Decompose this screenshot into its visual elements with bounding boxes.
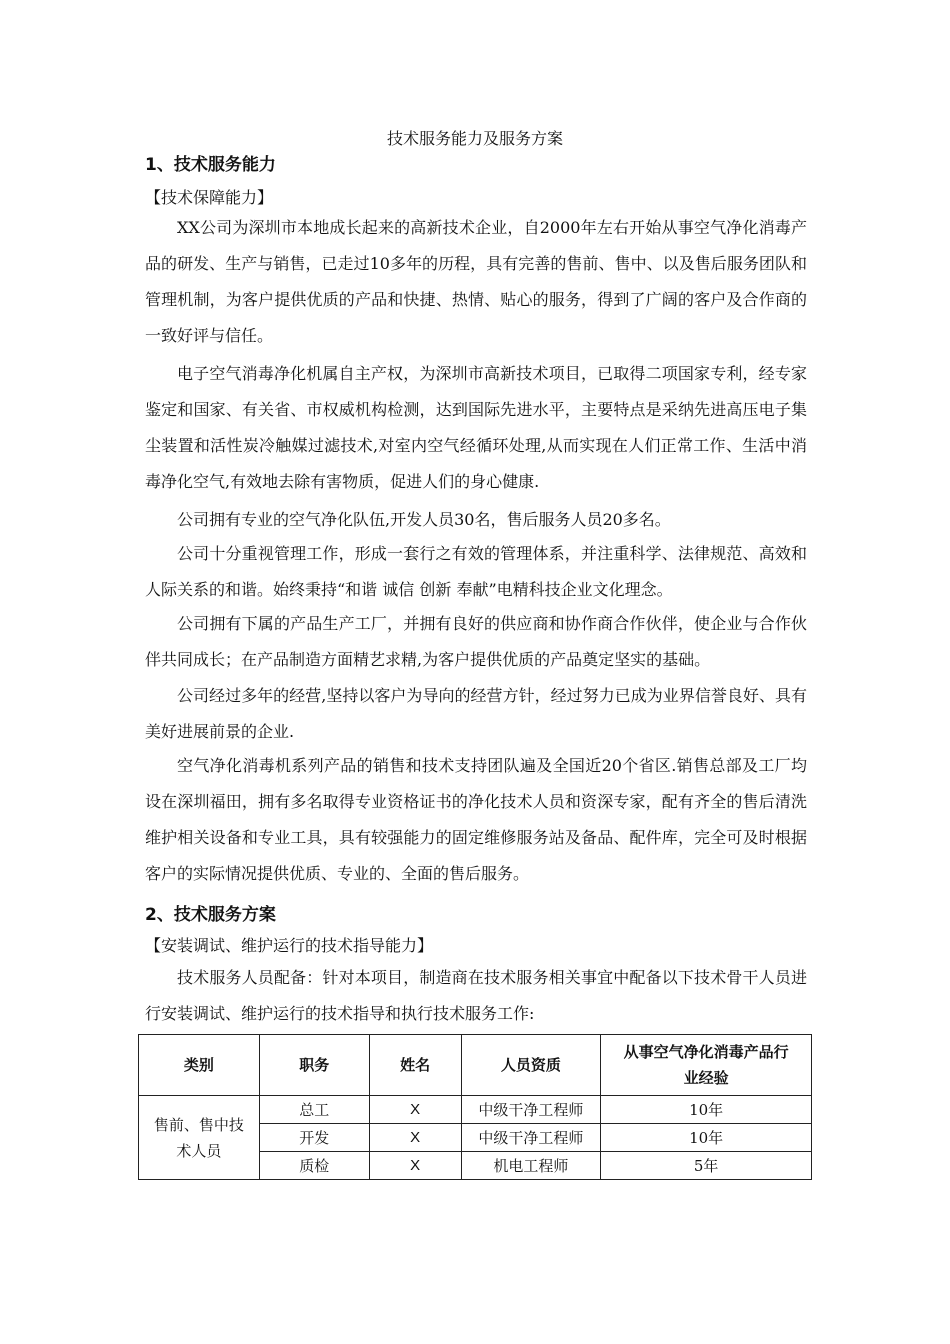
table-header-row [139,1035,812,1096]
category-cell [139,1096,260,1180]
name-cell: X [369,1096,461,1124]
name-cell: X [369,1124,461,1152]
position-cell: 总工 [259,1096,369,1124]
section1-subheading: 【技术保障能力】 [145,188,274,207]
paragraph-sales-network: 空气净化消毒机系列产品的销售和技术支持团队遍及全国近20个省区.销售总部及工厂均设在深圳福田，拥有多名取得专业资格证书的净化技术人员和资深专家，配有齐全的售后清洗维护相关设备和专业工具，具有较强能力的固定维修服务站及备品、配件库，完全可及时根据客户的实际情况提供优质、专业的、全面的售后服务。 [145,756,807,883]
header-qualification: 人员资质 [461,1035,601,1096]
qualification-cell: 中级干净工程师 [461,1124,601,1152]
paragraph-reputation: 公司经过多年的经营,坚持以客户为导向的经营方针，经过努力已成为业界信誉良好、具有美好进展前景的企业. [145,686,807,741]
header-name: 姓名 [369,1035,461,1096]
paragraph-team: 公司拥有专业的空气净化队伍,开发人员30名，售后服务人员20多名。 [177,510,671,529]
qualification-cell: 中级干净工程师 [461,1096,601,1124]
position-cell: 开发 [259,1124,369,1152]
header-experience: 从事空气净化消毒产品行业经验 [601,1035,812,1096]
table-row [139,1096,812,1124]
paragraph-factory: 公司拥有下属的产品生产工厂，并拥有良好的供应商和协作商合作伙伴，使企业与合作伙伴共同成长；在产品制造方面精艺求精,为客户提供优质的产品奠定坚实的基础。 [145,614,807,669]
paragraph-company-intro: XX公司为深圳市本地成长起来的高新技术企业，自2000年左右开始从事空气净化消毒产品的研发、生产与销售，已走过10多年的历程，具有完善的售前、售中、以及售后服务团队和管理机制，为客户提供优质的产品和快捷、热情、贴心的服务，得到了广阔的客户及合作商的一致好评与信任。 [145,218,807,345]
header-category: 类别 [139,1035,260,1096]
paragraph-management: 公司十分重视管理工作，形成一套行之有效的管理体系，并注重科学、法律规范、高效和人际关系的和谐。始终秉持“和谐 诚信 创新 奉献”电精科技企业文化理念。 [145,544,807,599]
header-position: 职务 [259,1035,369,1096]
section1-heading: 1、技术服务能力 [145,155,276,175]
paragraph-product: 电子空气消毒净化机属自主产权，为深圳市高新技术项目，已取得二项国家专利，经专家鉴定和国家、有关省、市权威机构检测，达到国际先进水平，主要特点是采纳先进高压电子集尘装置和活性炭冷触媒过滤技术,对室内空气经循环处理,从而实现在人们正常工作、生活中消毒净化空气,有效地去除有害物质，促进人们的身心健康. [145,364,807,491]
section2-subheading: 【安装调试、维护运行的技术指导能力】 [145,936,434,955]
experience-cell: 10年 [601,1096,812,1124]
document-title: 技术服务能力及服务方案 [386,129,563,148]
staff-table [138,1034,812,1180]
position-cell: 质检 [259,1152,369,1180]
qualification-cell: 机电工程师 [461,1152,601,1180]
section2-heading: 2、技术服务方案 [145,905,276,925]
experience-cell: 5年 [601,1152,812,1180]
experience-cell: 10年 [601,1124,812,1152]
paragraph-staffing: 技术服务人员配备：针对本项目，制造商在技术服务相关事宜中配备以下技术骨干人员进行安装调试、维护运行的技术指导和执行技术服务工作: [145,968,807,1023]
name-cell: X [369,1152,461,1180]
category-text: 售前、售中技术人员 [153,1115,244,1160]
